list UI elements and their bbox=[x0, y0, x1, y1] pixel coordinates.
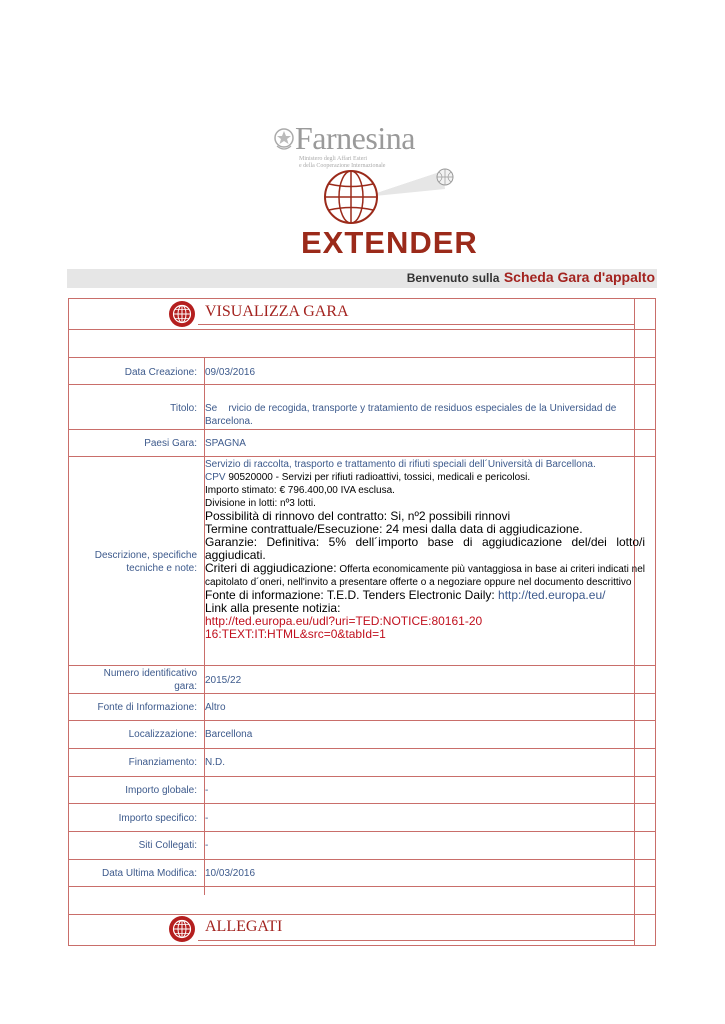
value-finanziamento: N.D. bbox=[205, 757, 225, 768]
desc-line-2: 90520000 - Servizi per rifiuti radioattivi, tossici, medicali e pericolosi. bbox=[225, 472, 531, 483]
row-divider bbox=[68, 329, 656, 330]
label-finanziamento: Finanziamento: bbox=[128, 757, 197, 768]
label-data-creazione: Data Creazione: bbox=[124, 367, 197, 378]
row-divider bbox=[68, 748, 656, 749]
value-titolo: Se rvicio de recogida, transporte y tratamiento de residuos especiales de la Universidad de Barcelona. bbox=[205, 403, 620, 427]
desc-line-4: Divisione in lotti: nº3 lotti. bbox=[205, 498, 316, 509]
label-descrizione-2: tecniche e note: bbox=[126, 563, 197, 574]
value-numero: 2015/22 bbox=[205, 675, 242, 686]
section-title-view: VISUALIZZA GARA bbox=[205, 303, 349, 320]
farnesina-subtitle-1: Ministero degli Affari Esteri bbox=[299, 156, 368, 162]
desc-line-8a: Criteri di aggiudicazione: bbox=[205, 561, 337, 575]
label-ultima-modifica: Data Ultima Modifica: bbox=[101, 868, 197, 879]
row-divider bbox=[68, 693, 656, 694]
label-titolo: Titolo: bbox=[170, 403, 197, 414]
value-ultima-modifica: 10/03/2016 bbox=[205, 868, 256, 879]
desc-line-1: Servizio di raccolta, trasporto e trattamento di rifiuti speciali dell´Università di Barcellona. bbox=[205, 459, 596, 470]
logo-block bbox=[255, 112, 478, 260]
row-divider bbox=[68, 429, 656, 430]
globe-icon bbox=[168, 915, 196, 943]
row-divider bbox=[68, 456, 656, 457]
row-divider bbox=[68, 859, 656, 860]
farnesina-wordmark: Farnesina bbox=[295, 120, 415, 156]
ted-link[interactable]: http://ted.europa.eu/ bbox=[498, 588, 606, 602]
row-divider bbox=[68, 665, 656, 666]
label-fonte: Fonte di Informazione: bbox=[97, 702, 197, 713]
section-underline bbox=[198, 324, 634, 325]
value-paesi: SPAGNA bbox=[205, 438, 246, 449]
row-divider bbox=[68, 384, 656, 385]
label-descrizione-1: Descrizione, specifiche bbox=[94, 550, 197, 561]
desc-line-6: Termine contrattuale/Esecuzione: 24 mesi dalla data di aggiudicazione. bbox=[205, 522, 583, 536]
label-siti: Siti Collegati: bbox=[138, 840, 197, 851]
desc-line-5: Possibilità di rinnovo del contratto: Si, nº2 possibili rinnovi bbox=[205, 509, 511, 523]
extender-wordmark: EXTENDER bbox=[301, 225, 478, 260]
globe-icon bbox=[168, 300, 196, 328]
row-divider bbox=[68, 914, 656, 915]
welcome-title: Scheda Gara d'appalto bbox=[503, 269, 655, 285]
row-divider bbox=[68, 831, 656, 832]
value-importo-specifico: - bbox=[205, 813, 209, 824]
label-localizzazione: Localizzazione: bbox=[128, 729, 197, 740]
label-importo-globale: Importo globale: bbox=[125, 785, 197, 796]
row-divider bbox=[68, 886, 656, 887]
farnesina-subtitle-2: e della Cooperazione Internazionale bbox=[299, 163, 386, 169]
label-numero-2: gara: bbox=[174, 681, 197, 692]
label-numero-1: Numero identificativo bbox=[103, 668, 197, 679]
value-fonte: Altro bbox=[205, 702, 226, 713]
value-siti: - bbox=[205, 840, 209, 851]
welcome-bar bbox=[67, 269, 657, 288]
section-title-attachments: ALLEGATI bbox=[205, 918, 283, 935]
extender-logo bbox=[295, 167, 478, 260]
value-data-creazione: 09/03/2016 bbox=[205, 367, 256, 378]
farnesina-logo bbox=[263, 118, 463, 168]
desc-line-7: Garanzie: Definitiva: 5% dell´importo base di aggiudicazione del/dei lotto/i aggiudicati. bbox=[205, 535, 645, 562]
desc-line-8b: Offerta economicamente più vantaggiosa in base ai criteri indicati nel capitolato d´oneri, nell'invito a presentare offerte o a negoziare oppure nel documento descrittivo bbox=[205, 564, 646, 588]
section-underline bbox=[198, 940, 634, 941]
desc-cpv: CPV bbox=[205, 472, 226, 483]
value-localizzazione: Barcellona bbox=[205, 729, 253, 740]
label-importo-specifico: Importo specifico: bbox=[118, 813, 197, 824]
row-divider bbox=[68, 803, 656, 804]
row-divider bbox=[68, 720, 656, 721]
description-text bbox=[205, 458, 645, 641]
desc-line-10: Link alla presente notizia: bbox=[205, 601, 341, 615]
row-divider bbox=[68, 776, 656, 777]
value-importo-globale: - bbox=[205, 785, 209, 796]
welcome-prefix: Benvenuto sulla bbox=[406, 271, 500, 285]
notice-link[interactable]: http://ted.europa.eu/udl?uri=TED:NOTICE:80161-2016:TEXT:IT:HTML&src=0&tabId=1 bbox=[205, 614, 483, 641]
label-paesi: Paesi Gara: bbox=[144, 438, 197, 449]
italian-emblem-icon bbox=[273, 126, 295, 152]
desc-line-9a: Fonte di informazione: T.E.D. Tenders Electronic Daily: bbox=[205, 588, 499, 602]
desc-line-3: Importo stimato: € 796.400,00 IVA esclusa. bbox=[205, 485, 395, 496]
extender-globe-icon bbox=[295, 167, 475, 227]
row-divider bbox=[68, 357, 656, 358]
